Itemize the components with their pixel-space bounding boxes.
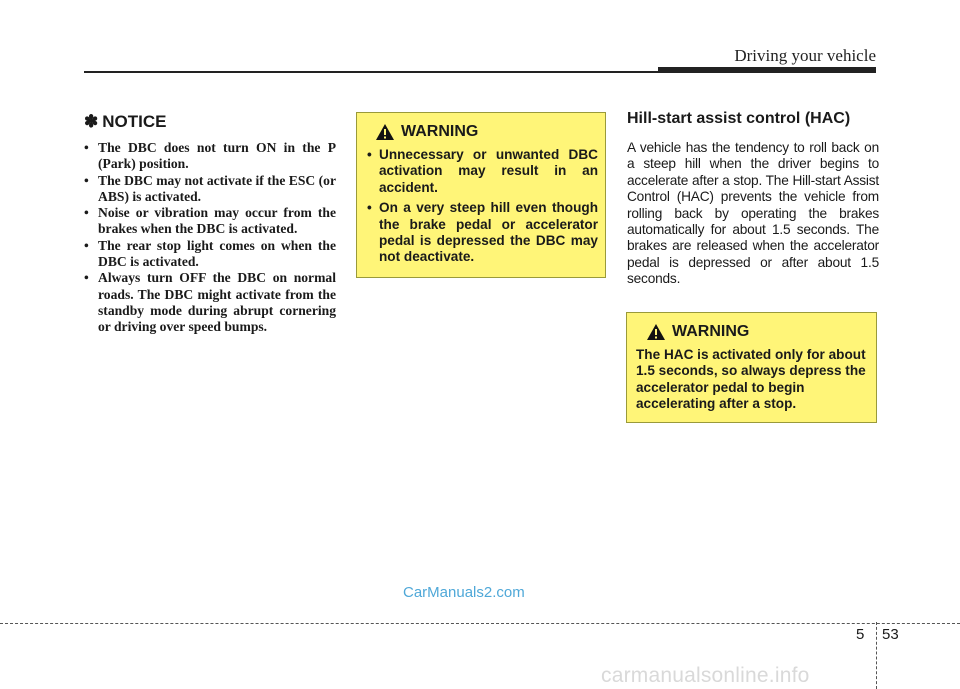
warning-body: The HAC is activated only for about 1.5 seconds, so always depress the accelerator pedal to begin accelerating after a stop. bbox=[636, 347, 866, 412]
warning-triangle-icon bbox=[646, 323, 666, 341]
bullet-icon: • bbox=[367, 147, 372, 162]
notice-list bbox=[84, 140, 336, 336]
bullet-icon: • bbox=[84, 270, 89, 286]
page-number: 53 bbox=[882, 626, 899, 643]
notice-block bbox=[84, 112, 336, 336]
notice-item: • Noise or vibration may occur from the brakes when the DBC is activated. bbox=[84, 205, 336, 237]
warning-box-dbc bbox=[356, 112, 606, 278]
bullet-icon: • bbox=[84, 237, 89, 253]
notice-item: • The DBC does not turn ON in the P (Park) position. bbox=[84, 140, 336, 172]
header-rule-accent bbox=[658, 67, 876, 73]
warning-title: WARNING bbox=[636, 323, 868, 341]
bullet-icon: • bbox=[84, 140, 89, 155]
footer-divider bbox=[876, 622, 877, 689]
warning-list bbox=[367, 147, 598, 266]
notice-heading bbox=[84, 112, 336, 132]
watermark-link[interactable]: CarManuals2.com bbox=[403, 584, 525, 601]
notice-heading-label: NOTICE bbox=[102, 112, 167, 131]
warning-item: • Unnecessary or unwanted DBC activation may result in an accident. bbox=[367, 147, 598, 195]
warning-box-hac bbox=[626, 312, 877, 423]
hac-section bbox=[627, 110, 879, 288]
bullet-icon: • bbox=[367, 200, 372, 216]
notice-item: • The rear stop light comes on when the DBC is activated. bbox=[84, 237, 336, 270]
section-title: Driving your vehicle bbox=[734, 46, 876, 65]
notice-item: • The DBC may not activate if the ESC (or ABS) is activated. bbox=[84, 172, 336, 204]
section-number: 5 bbox=[856, 626, 865, 643]
footer-rule bbox=[0, 623, 960, 624]
hac-body: A vehicle has the tendency to roll back on a steep hill when the driver begins to accelerate after a stop. The Hill-start Assist Control (HAC) prevents the vehicle from rolling back by operating the brakes automatically for about 1.5 seconds. The brakes are released when the accelerator pedal is depressed or after about 1.5 seconds. bbox=[627, 140, 879, 287]
warning-triangle-icon bbox=[375, 123, 395, 141]
warning-title: WARNING bbox=[367, 123, 598, 141]
bullet-icon: • bbox=[84, 205, 89, 221]
asterisk-icon: ✽ bbox=[84, 112, 99, 131]
notice-item: • Always turn OFF the DBC on normal roads. The DBC might activate from the standby mode during abrupt cornering or driving over speed bumps. bbox=[84, 270, 336, 335]
bullet-icon: • bbox=[84, 172, 89, 188]
bottom-watermark: carmanualsonline.info bbox=[601, 664, 810, 687]
hac-heading: Hill-start assist control (HAC) bbox=[627, 110, 851, 127]
warning-item: • On a very steep hill even though the brake pedal or accelerator pedal is depressed the DBC may not deactivate. bbox=[367, 200, 598, 265]
